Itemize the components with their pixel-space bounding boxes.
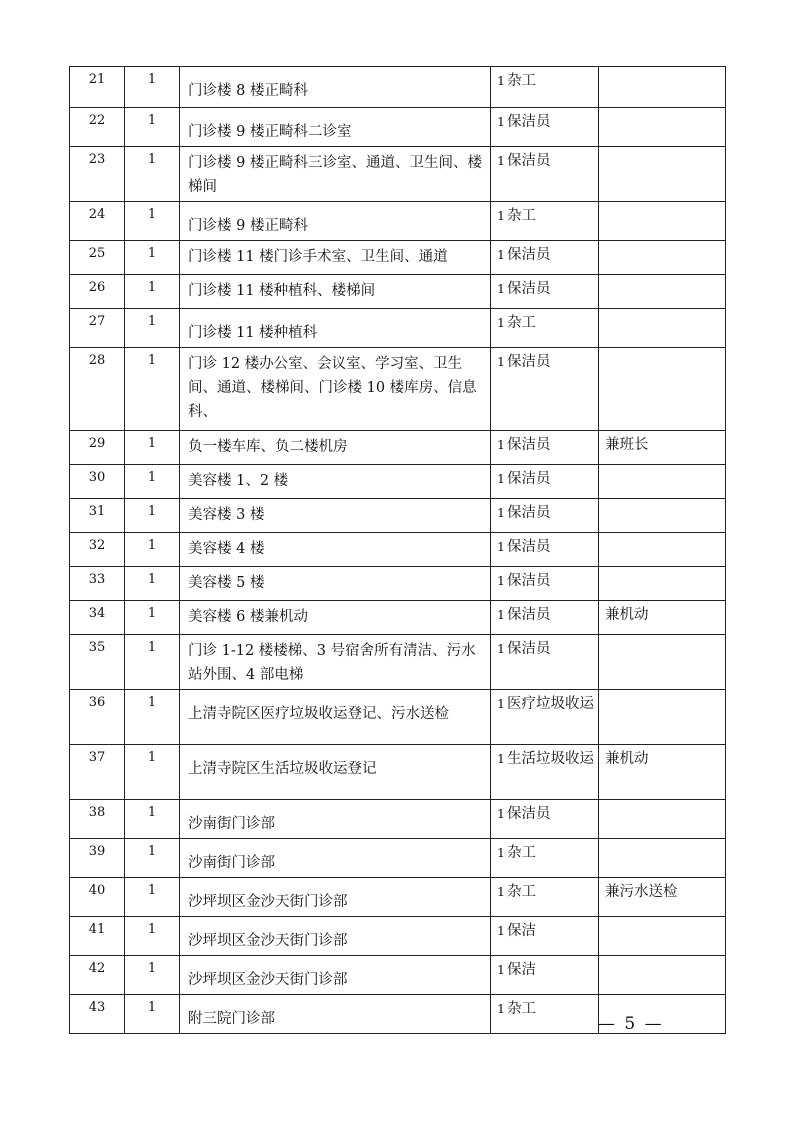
job-count: 1 — [497, 539, 505, 554]
row-number-cell: 39 — [70, 839, 125, 878]
job-count: 1 — [497, 153, 505, 168]
count-cell: 1 — [125, 309, 180, 348]
table-row — [70, 690, 726, 745]
count-cell: 1 — [125, 745, 180, 800]
row-number-cell: 36 — [70, 690, 125, 745]
table-row — [70, 567, 726, 601]
note-cell: 兼机动 — [599, 745, 726, 800]
job-cell — [491, 533, 599, 567]
table-row — [70, 635, 726, 690]
row-number-cell: 28 — [70, 348, 125, 431]
job-cell — [491, 67, 599, 108]
row-number-cell: 38 — [70, 800, 125, 839]
job-cell — [491, 800, 599, 839]
job-cell — [491, 956, 599, 995]
location-cell: 门诊楼 11 楼种植科、楼梯间 — [180, 275, 491, 309]
job-title: 保洁员 — [506, 539, 551, 555]
job-title: 保洁员 — [506, 471, 551, 487]
job-cell — [491, 348, 599, 431]
table-row — [70, 309, 726, 348]
note-cell — [599, 635, 726, 690]
note-cell: 兼班长 — [599, 431, 726, 465]
job-cell — [491, 431, 599, 465]
job-cell — [491, 275, 599, 309]
job-cell — [491, 601, 599, 635]
job-count: 1 — [497, 806, 505, 821]
job-title: 医疗垃圾收运 — [506, 696, 594, 712]
job-count: 1 — [497, 607, 505, 622]
note-cell — [599, 839, 726, 878]
note-cell — [599, 800, 726, 839]
row-number-cell: 37 — [70, 745, 125, 800]
note-cell — [599, 67, 726, 108]
location-cell: 门诊楼 9 楼正畸科三诊室、通道、卫生间、楼梯间 — [180, 147, 491, 202]
count-cell: 1 — [125, 839, 180, 878]
job-cell — [491, 917, 599, 956]
job-count: 1 — [497, 114, 505, 129]
row-number-cell: 41 — [70, 917, 125, 956]
row-number-cell: 31 — [70, 499, 125, 533]
count-cell: 1 — [125, 499, 180, 533]
note-cell: 兼污水送检 — [599, 878, 726, 917]
job-count: 1 — [497, 696, 505, 711]
count-cell: 1 — [125, 690, 180, 745]
location-cell: 门诊楼 8 楼正畸科 — [180, 67, 491, 108]
staff-assignment-table — [69, 66, 726, 1034]
note-cell — [599, 465, 726, 499]
note-cell — [599, 567, 726, 601]
count-cell: 1 — [125, 917, 180, 956]
table-row — [70, 275, 726, 309]
job-count: 1 — [497, 281, 505, 296]
table-row — [70, 956, 726, 995]
note-cell — [599, 917, 726, 956]
count-cell: 1 — [125, 348, 180, 431]
location-cell: 美容楼 3 楼 — [180, 499, 491, 533]
location-cell: 美容楼 6 楼兼机动 — [180, 601, 491, 635]
row-number-cell: 34 — [70, 601, 125, 635]
job-count: 1 — [497, 845, 505, 860]
count-cell: 1 — [125, 108, 180, 147]
job-cell — [491, 745, 599, 800]
table-row — [70, 745, 726, 800]
note-cell — [599, 147, 726, 202]
row-number-cell: 22 — [70, 108, 125, 147]
row-number-cell: 24 — [70, 202, 125, 241]
count-cell: 1 — [125, 956, 180, 995]
note-cell — [599, 108, 726, 147]
table-row — [70, 465, 726, 499]
row-number-cell: 27 — [70, 309, 125, 348]
note-cell — [599, 956, 726, 995]
job-cell — [491, 202, 599, 241]
row-number-cell: 26 — [70, 275, 125, 309]
count-cell: 1 — [125, 147, 180, 202]
location-cell: 沙坪坝区金沙天街门诊部 — [180, 878, 491, 917]
note-cell — [599, 499, 726, 533]
location-cell: 美容楼 1、2 楼 — [180, 465, 491, 499]
job-count: 1 — [497, 247, 505, 262]
job-cell — [491, 465, 599, 499]
job-title: 杂工 — [506, 73, 536, 89]
note-cell: 兼机动 — [599, 601, 726, 635]
row-number-cell: 33 — [70, 567, 125, 601]
job-title: 保洁 — [506, 923, 536, 939]
table-row — [70, 147, 726, 202]
job-title: 保洁员 — [506, 437, 551, 453]
count-cell: 1 — [125, 202, 180, 241]
count-cell: 1 — [125, 635, 180, 690]
row-number-cell: 30 — [70, 465, 125, 499]
table-body — [70, 67, 726, 1034]
job-cell — [491, 878, 599, 917]
note-cell — [599, 348, 726, 431]
job-title: 杂工 — [506, 884, 536, 900]
count-cell: 1 — [125, 567, 180, 601]
job-cell — [491, 635, 599, 690]
table-row — [70, 241, 726, 275]
count-cell: 1 — [125, 601, 180, 635]
count-cell: 1 — [125, 995, 180, 1034]
table-row — [70, 601, 726, 635]
row-number-cell: 42 — [70, 956, 125, 995]
table-row — [70, 917, 726, 956]
job-count: 1 — [497, 641, 505, 656]
location-cell: 负一楼车库、负二楼机房 — [180, 431, 491, 465]
count-cell: 1 — [125, 878, 180, 917]
job-count: 1 — [497, 573, 505, 588]
location-cell: 沙南街门诊部 — [180, 800, 491, 839]
location-cell: 沙坪坝区金沙天街门诊部 — [180, 956, 491, 995]
job-title: 保洁员 — [506, 641, 551, 657]
job-count: 1 — [497, 471, 505, 486]
job-title: 保洁员 — [506, 354, 551, 370]
job-cell — [491, 309, 599, 348]
location-cell: 门诊楼 9 楼正畸科 — [180, 202, 491, 241]
table-row — [70, 839, 726, 878]
job-cell — [491, 690, 599, 745]
job-title: 保洁员 — [506, 806, 551, 822]
row-number-cell: 23 — [70, 147, 125, 202]
job-count: 1 — [497, 751, 505, 766]
count-cell: 1 — [125, 465, 180, 499]
location-cell: 沙南街门诊部 — [180, 839, 491, 878]
location-cell: 美容楼 4 楼 — [180, 533, 491, 567]
table-row — [70, 878, 726, 917]
job-title: 保洁员 — [506, 247, 551, 263]
job-cell — [491, 241, 599, 275]
count-cell: 1 — [125, 67, 180, 108]
job-title: 保洁员 — [506, 153, 551, 169]
note-cell — [599, 690, 726, 745]
job-cell — [491, 147, 599, 202]
note-cell — [599, 533, 726, 567]
location-cell: 上清寺院区医疗垃圾收运登记、污水送检 — [180, 690, 491, 745]
note-cell — [599, 275, 726, 309]
count-cell: 1 — [125, 533, 180, 567]
job-count: 1 — [497, 923, 505, 938]
job-count: 1 — [497, 962, 505, 977]
note-cell — [599, 241, 726, 275]
location-cell: 附三院门诊部 — [180, 995, 491, 1034]
row-number-cell: 21 — [70, 67, 125, 108]
count-cell: 1 — [125, 800, 180, 839]
job-title: 保洁员 — [506, 573, 551, 589]
job-count: 1 — [497, 437, 505, 452]
table-row — [70, 67, 726, 108]
job-title: 杂工 — [506, 315, 536, 331]
row-number-cell: 29 — [70, 431, 125, 465]
table-row — [70, 533, 726, 567]
count-cell: 1 — [125, 241, 180, 275]
job-title: 杂工 — [506, 1001, 536, 1017]
location-cell: 门诊 1-12 楼楼梯、3 号宿舍所有清洁、污水站外围、4 部电梯 — [180, 635, 491, 690]
job-cell — [491, 567, 599, 601]
count-cell: 1 — [125, 275, 180, 309]
job-count: 1 — [497, 315, 505, 330]
location-cell: 门诊楼 11 楼门诊手术室、卫生间、通道 — [180, 241, 491, 275]
job-cell — [491, 108, 599, 147]
row-number-cell: 25 — [70, 241, 125, 275]
table-row — [70, 499, 726, 533]
job-count: 1 — [497, 1001, 505, 1016]
job-title: 保洁员 — [506, 114, 551, 130]
job-count: 1 — [497, 208, 505, 223]
job-cell — [491, 839, 599, 878]
table-row — [70, 431, 726, 465]
job-title: 保洁 — [506, 962, 536, 978]
job-count: 1 — [497, 505, 505, 520]
job-title: 保洁员 — [506, 505, 551, 521]
location-cell: 沙坪坝区金沙天街门诊部 — [180, 917, 491, 956]
note-cell — [599, 309, 726, 348]
page-number: — 5 — — [598, 1014, 664, 1034]
row-number-cell: 43 — [70, 995, 125, 1034]
job-title: 杂工 — [506, 845, 536, 861]
job-count: 1 — [497, 354, 505, 369]
row-number-cell: 40 — [70, 878, 125, 917]
job-count: 1 — [497, 884, 505, 899]
count-cell: 1 — [125, 431, 180, 465]
location-cell: 门诊 12 楼办公室、会议室、学习室、卫生间、通道、楼梯间、门诊楼 10 楼库房、信息科、 — [180, 348, 491, 431]
table-row — [70, 800, 726, 839]
job-count: 1 — [497, 73, 505, 88]
location-cell: 门诊楼 9 楼正畸科二诊室 — [180, 108, 491, 147]
job-title: 杂工 — [506, 208, 536, 224]
location-cell: 上清寺院区生活垃圾收运登记 — [180, 745, 491, 800]
location-cell: 门诊楼 11 楼种植科 — [180, 309, 491, 348]
job-cell — [491, 499, 599, 533]
job-title: 生活垃圾收运 — [506, 751, 594, 767]
table-row — [70, 348, 726, 431]
row-number-cell: 35 — [70, 635, 125, 690]
note-cell — [599, 202, 726, 241]
row-number-cell: 32 — [70, 533, 125, 567]
job-cell — [491, 995, 599, 1034]
job-title: 保洁员 — [506, 607, 551, 623]
table-row — [70, 108, 726, 147]
table-row — [70, 202, 726, 241]
location-cell: 美容楼 5 楼 — [180, 567, 491, 601]
job-title: 保洁员 — [506, 281, 551, 297]
